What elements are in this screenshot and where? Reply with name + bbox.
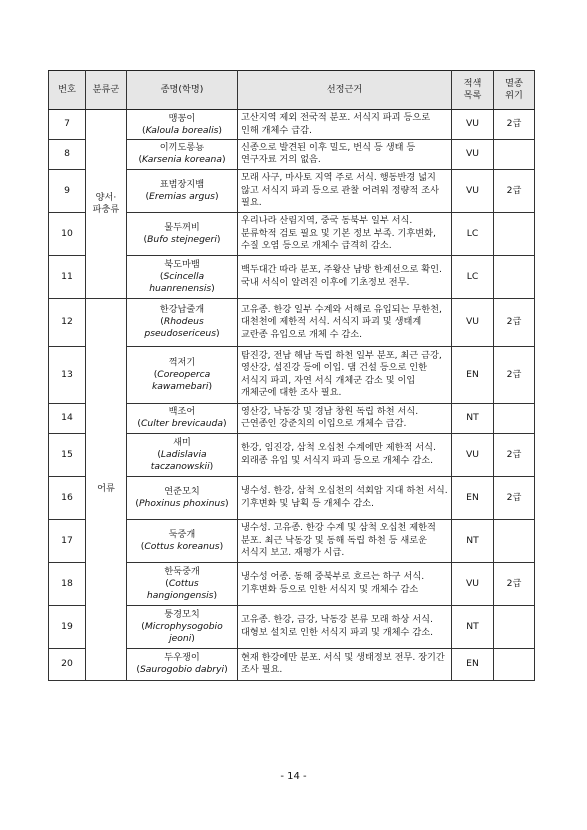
endangered-grade: 2급: [494, 476, 535, 519]
row-number: 7: [49, 110, 86, 140]
scientific-name-text: Cottus koreanus: [144, 540, 220, 552]
species-name-cell: [127, 140, 238, 170]
row-number: 11: [49, 255, 86, 298]
selection-reason: 현재 한강에만 분포. 서식 및 생태정보 전무. 장기간 조사 필요.: [238, 648, 452, 680]
species-korean-name: 한둑중개: [164, 565, 200, 577]
redlist-status: LC: [452, 212, 494, 255]
redlist-status: NT: [452, 519, 494, 562]
selection-reason: 백두대간 따라 분포, 주왕산 남방 한계선으로 확인. 국내 서식이 알려진 이후에 기초정보 전무.: [238, 255, 452, 298]
species-korean-name: 새미: [173, 436, 191, 448]
species-scientific-name: (Scincella huanrenensis): [149, 270, 215, 294]
endangered-grade: [494, 403, 535, 433]
row-number: 9: [49, 169, 86, 212]
selection-reason: 고유종. 한강, 금강, 낙동강 본류 모래 하상 서식. 대형보 설치로 인한 서식지 파괴 및 개체수 감소.: [238, 605, 452, 648]
endangered-grade: [494, 648, 535, 680]
taxon-group-cell: 양서· 파충류: [86, 110, 127, 299]
species-korean-name: 한강납줄개: [159, 304, 205, 316]
redlist-status: LC: [452, 255, 494, 298]
species-scientific-name: (Karsenia koreana): [138, 154, 226, 166]
row-number: 12: [49, 298, 86, 346]
species-name-cell: [127, 519, 238, 562]
species-korean-name: 맹꽁이: [168, 112, 196, 124]
selection-reason: 냉수성. 한강, 삼척 오십천의 석회암 지대 하천 서식. 기후변화 및 남획 등 개체수 감소.: [238, 476, 452, 519]
redlist-status: VU: [452, 169, 494, 212]
species-name-cell: [127, 255, 238, 298]
species-name-cell: [127, 403, 238, 433]
endangered-grade: 2급: [494, 433, 535, 476]
row-number: 17: [49, 519, 86, 562]
endangered-grade: 2급: [494, 298, 535, 346]
species-name-cell: [127, 298, 238, 346]
species-scientific-name: (Bufo stejnegeri): [143, 233, 221, 245]
scientific-name-text: Scincella huanrenensis: [149, 270, 212, 294]
species-scientific-name: (Cottus hangiongensis): [146, 577, 218, 601]
scientific-name-text: Kaloula borealis: [145, 124, 219, 136]
redlist-status: VU: [452, 298, 494, 346]
species-name-cell: [127, 346, 238, 403]
redlist-status: VU: [452, 562, 494, 605]
scientific-name-text: Karsenia koreana: [142, 154, 222, 166]
species-name-cell: [127, 605, 238, 648]
species-korean-name: 꺽저기: [168, 356, 196, 368]
species-name-cell: [127, 110, 238, 140]
header-group: 분류군: [86, 71, 127, 110]
species-name-cell: [127, 433, 238, 476]
redlist-status: NT: [452, 403, 494, 433]
species-korean-name: 북도마뱀: [164, 258, 200, 270]
scientific-name-text: Culter brevicauda: [141, 418, 223, 430]
species-korean-name: 표범장지뱀: [159, 178, 205, 190]
row-number: 8: [49, 140, 86, 170]
redlist-status: EN: [452, 648, 494, 680]
row-number: 14: [49, 403, 86, 433]
endangered-grade: [494, 605, 535, 648]
header-redlist: 적색 목록: [452, 71, 494, 110]
redlist-status: NT: [452, 605, 494, 648]
endangered-grade: 2급: [494, 346, 535, 403]
scientific-name-text: Microphysogobio jeoni: [144, 620, 223, 644]
species-korean-name: 퉁경모치: [164, 608, 200, 620]
redlist-status: EN: [452, 476, 494, 519]
species-table: [48, 70, 535, 681]
redlist-status: VU: [452, 140, 494, 170]
scientific-name-text: Eremias argus: [149, 190, 215, 202]
table-row: [49, 110, 535, 140]
species-name-cell: [127, 476, 238, 519]
endangered-grade: [494, 255, 535, 298]
selection-reason: 탐진강, 전남 해남 독립 하천 일부 분포, 최근 금강, 영산강, 섬진강 등에 이입. 댐 건설 등으로 인한 서식지 파괴, 자연 서식 개체군 감소 및 이입 개체군에 대한 조사 필요.: [238, 346, 452, 403]
species-name-cell: [127, 562, 238, 605]
row-number: 10: [49, 212, 86, 255]
species-scientific-name: (Coreoperca kawamebari): [151, 368, 213, 392]
species-korean-name: 연준모치: [164, 485, 200, 497]
selection-reason: 고유종. 한강 일부 수계와 서해로 유입되는 무한천, 대천천에 제한적 서식. 서식지 파괴 및 생태계 교란종 유입으로 개체 수 감소.: [238, 298, 452, 346]
species-scientific-name: (Rhodeus pseudosericeus): [144, 316, 220, 340]
endangered-grade: [494, 519, 535, 562]
table-row: [49, 298, 535, 346]
row-number: 15: [49, 433, 86, 476]
header-endangered: 멸종 위기: [494, 71, 535, 110]
endangered-grade: [494, 140, 535, 170]
species-scientific-name: (Microphysogobio jeoni): [141, 620, 223, 644]
species-korean-name: 둑중개: [168, 528, 196, 540]
row-number: 16: [49, 476, 86, 519]
row-number: 13: [49, 346, 86, 403]
endangered-grade: [494, 212, 535, 255]
table-body: [49, 110, 535, 681]
selection-reason: 냉수성. 고유종. 한강 수계 및 삼척 오십천 제한적 분포. 최근 낙동강 및 동해 독립 하천 등 새로운 서식지 보고. 재평가 시급.: [238, 519, 452, 562]
header-species: 종명(학명): [127, 71, 238, 110]
species-korean-name: 물두꺼비: [164, 221, 200, 233]
species-scientific-name: (Saurogobio dabryi): [136, 664, 228, 676]
scientific-name-text: Coreoperca kawamebari: [151, 368, 211, 392]
species-korean-name: 백조어: [168, 406, 196, 418]
redlist-status: EN: [452, 346, 494, 403]
species-scientific-name: (Culter brevicauda): [137, 418, 227, 430]
selection-reason: 고산지역 제외 전국적 분포. 서식지 파괴 등으로 인해 개체수 급감.: [238, 110, 452, 140]
species-scientific-name: (Eremias argus): [145, 190, 219, 202]
selection-reason: 영산강, 낙동강 및 경남 창원 독립 하천 서식. 근연종인 강준치의 이입으로 개체수 급감.: [238, 403, 452, 433]
species-scientific-name: (Cottus koreanus): [140, 540, 224, 552]
row-number: 19: [49, 605, 86, 648]
endangered-grade: 2급: [494, 562, 535, 605]
species-scientific-name: (Kaloula borealis): [141, 124, 223, 136]
row-number: 18: [49, 562, 86, 605]
species-korean-name: 이끼도롱뇽: [159, 142, 205, 154]
endangered-grade: 2급: [494, 110, 535, 140]
selection-reason: 신종으로 발견된 이후 밀도, 번식 등 생태 등 연구자료 거의 없음.: [238, 140, 452, 170]
selection-reason: 모래 사구, 마사토 지역 주로 서식. 행동반경 넓지 않고 서식지 파괴 등으로 관찰 어려워 정량적 조사 필요.: [238, 169, 452, 212]
species-scientific-name: (Ladislavia taczanowskii): [150, 448, 214, 472]
selection-reason: 한강, 임진강, 삼척 오십천 수계에만 제한적 서식. 외래종 유입 및 서식지 파괴 등으로 개체수 감소.: [238, 433, 452, 476]
selection-reason: 냉수성 어종. 동해 중북부로 흐르는 하구 서식. 기후변화 등으로 인한 서식지 및 개체수 감소: [238, 562, 452, 605]
taxon-group-cell: 어류: [86, 298, 127, 680]
scientific-name-text: Saurogobio dabryi: [139, 664, 225, 676]
table-header-row: [49, 71, 535, 110]
scientific-name-text: Phoxinus phoxinus: [138, 497, 226, 509]
redlist-status: VU: [452, 110, 494, 140]
scientific-name-text: Ladislavia taczanowskii: [150, 448, 210, 472]
species-scientific-name: (Phoxinus phoxinus): [135, 497, 229, 509]
species-name-cell: [127, 169, 238, 212]
scientific-name-text: Bufo stejnegeri: [147, 233, 217, 245]
header-reason: 선정근거: [238, 71, 452, 110]
scientific-name-text: Cottus hangiongensis: [146, 577, 214, 601]
selection-reason: 우리나라 산림지역, 중국 동북부 일부 서식. 분류학적 검토 필요 및 기본 정보 부족. 기후변화, 수질 오염 등으로 개체수 급격히 감소.: [238, 212, 452, 255]
row-number: 20: [49, 648, 86, 680]
page-number: - 14 -: [280, 771, 307, 782]
redlist-status: VU: [452, 433, 494, 476]
header-num: 번호: [49, 71, 86, 110]
species-name-cell: [127, 648, 238, 680]
species-korean-name: 두우쟁이: [164, 652, 200, 664]
species-name-cell: [127, 212, 238, 255]
endangered-grade: 2급: [494, 169, 535, 212]
scientific-name-text: Rhodeus pseudosericeus: [144, 316, 217, 340]
